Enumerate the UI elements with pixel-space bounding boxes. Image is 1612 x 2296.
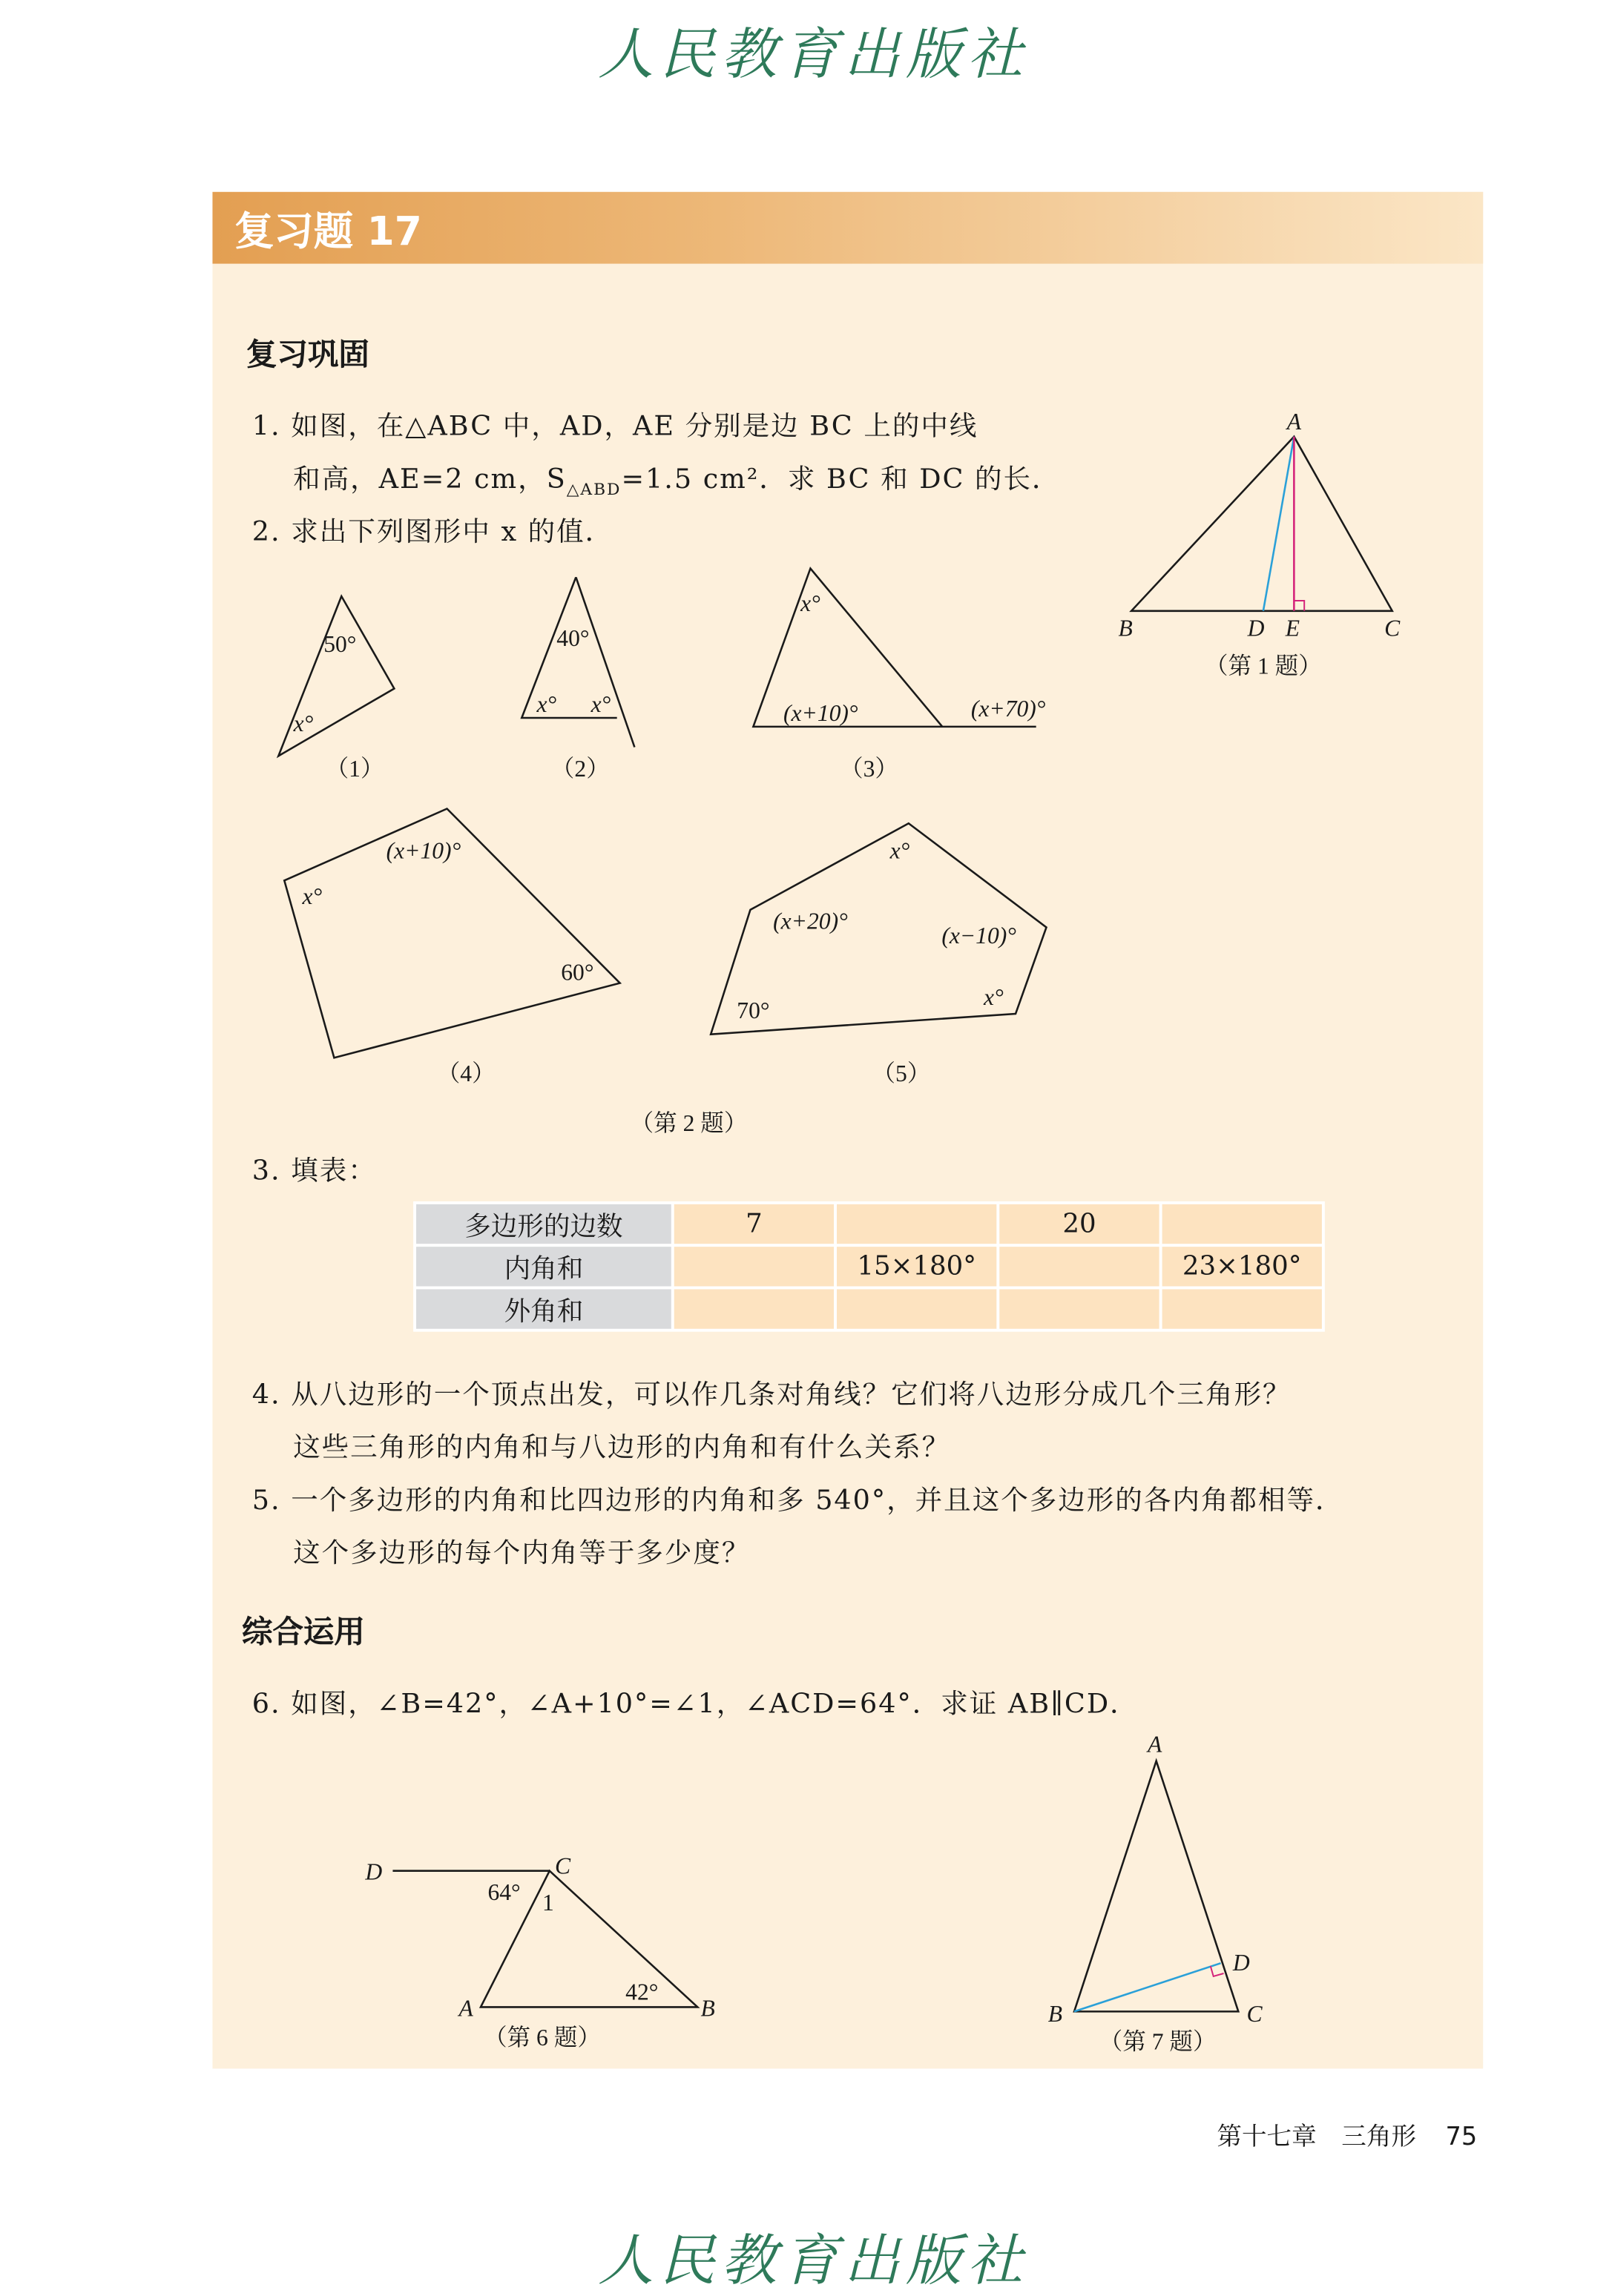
fig2-2-extension xyxy=(576,577,634,747)
label: x° xyxy=(800,590,820,616)
section-review: 复习巩固 xyxy=(246,337,369,372)
publisher-logo-bottom: 人民教育出版社 xyxy=(597,2228,1029,2293)
row-header: 内角和 xyxy=(416,1247,671,1286)
page-number: 75 xyxy=(1445,2122,1478,2153)
caption: （3） xyxy=(839,756,898,782)
label: 60° xyxy=(561,959,594,986)
label: (x+70)° xyxy=(970,696,1046,722)
q1-text-b: =1.5 cm²．求 BC 和 DC 的长． xyxy=(621,464,1061,495)
q2-text: 2. 求出下列图形中 x 的值． xyxy=(251,517,614,548)
label: D xyxy=(1232,1950,1250,1976)
label: B xyxy=(1047,2001,1063,2028)
q1-subscript: △ABD xyxy=(566,480,622,500)
q5-line1: 5. 一个多边形的内角和比四边形的内角和多 540°，并且这个多边形的各内角都相等． xyxy=(251,1485,1344,1517)
caption: （5） xyxy=(872,1060,931,1086)
table-cell: 15×180° xyxy=(837,1247,996,1286)
fig1-right-angle xyxy=(1294,601,1304,611)
table-cell: 23×180° xyxy=(1162,1247,1322,1286)
publisher-logo-top: 人民教育出版社 xyxy=(597,22,1029,87)
row-header: 外角和 xyxy=(416,1289,671,1328)
caption: （4） xyxy=(436,1060,496,1086)
fig6-caption: （第 6 题） xyxy=(483,2024,601,2051)
table-cell: 20 xyxy=(999,1204,1159,1244)
fig7-right-angle xyxy=(1211,1966,1224,1976)
label: (x+10)° xyxy=(783,699,858,726)
label: (x−10)° xyxy=(941,923,1016,949)
label: 42° xyxy=(625,1979,659,2005)
label: 40° xyxy=(556,625,590,652)
q3-text: 3. 填表： xyxy=(251,1155,377,1187)
section-apply: 综合运用 xyxy=(241,1614,365,1650)
fig7-triangle xyxy=(1074,1761,1238,2012)
label: (x+10)° xyxy=(386,837,461,864)
label: A xyxy=(458,1995,473,2022)
fig7-altitude-bd xyxy=(1074,1963,1221,2011)
fig1-median-ad xyxy=(1263,437,1294,611)
row-header: 多边形的边数 xyxy=(416,1204,671,1244)
fig7-caption: （第 7 题） xyxy=(1099,2028,1217,2055)
chapter-title: 第十七章 三角形 xyxy=(1217,2122,1417,2153)
q4-line1: 4. 从八边形的一个顶点出发，可以作几条对角线？它们将八边形分成几个三角形？ xyxy=(251,1379,1292,1411)
label: E xyxy=(1285,615,1300,641)
caption: （1） xyxy=(325,756,384,782)
q1-line1: 1. 如图，在△ABC 中，AD，AE 分别是边 BC 上的中线 xyxy=(251,412,978,443)
q4-line2: 这些三角形的内角和与八边形的内角和有什么关系？ xyxy=(293,1433,951,1464)
label: x° xyxy=(889,837,910,864)
q6-text: 6. 如图，∠B=42°，∠A+10°=∠1，∠ACD=64°．求证 AB∥CD． xyxy=(251,1689,1139,1721)
label: B xyxy=(700,1995,715,2022)
q5-line2: 这个多边形的每个内角等于多少度？ xyxy=(293,1538,751,1569)
page-title: 复习题 17 xyxy=(234,209,422,255)
label: C xyxy=(555,1853,571,1879)
label: D xyxy=(1247,615,1265,641)
label: D xyxy=(365,1858,383,1885)
label: A xyxy=(1286,408,1302,435)
page-footer xyxy=(1217,2116,1477,2152)
label: 64° xyxy=(487,1879,521,1906)
label: x° xyxy=(293,710,314,736)
fig2-caption: （第 2 题） xyxy=(630,1110,748,1137)
label: 70° xyxy=(737,997,770,1023)
caption: （2） xyxy=(550,756,610,782)
label: A xyxy=(1148,1731,1162,1758)
label: C xyxy=(1246,2001,1263,2028)
label: x° xyxy=(984,984,1004,1011)
label: (x+20)° xyxy=(773,908,848,934)
label: C xyxy=(1384,615,1401,641)
label: B xyxy=(1118,615,1133,641)
fig1-triangle xyxy=(1131,437,1392,611)
label: 50° xyxy=(323,631,357,658)
table-cell: 7 xyxy=(674,1204,834,1244)
q1-text-a: 和高，AE=2 cm，S xyxy=(293,464,567,495)
label: x° xyxy=(302,883,323,909)
fig1-caption: （第 1 题） xyxy=(1204,653,1322,679)
label: 1 xyxy=(542,1890,554,1916)
label: x° xyxy=(590,691,611,718)
label: x° xyxy=(536,691,557,718)
